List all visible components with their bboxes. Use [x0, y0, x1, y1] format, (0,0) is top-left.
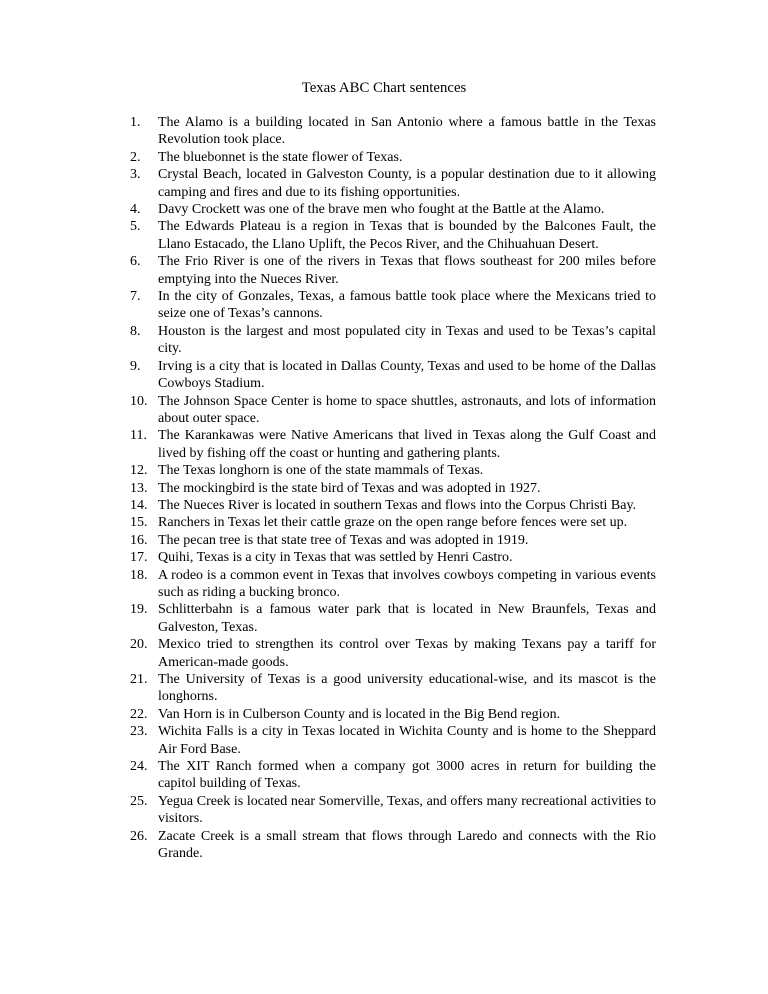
item-number: 11.: [130, 428, 147, 444]
item-number: 14.: [130, 497, 148, 513]
item-number: 3.: [130, 167, 141, 183]
list-item: [130, 462, 656, 479]
item-text: Irving is a city that is located in Dallas County, Texas and used to be home of the Dallas Cowboys Stadium.: [158, 358, 656, 392]
item-number: 20.: [130, 637, 148, 653]
list-item: [130, 636, 656, 671]
list-item: [130, 793, 656, 828]
item-number: 18.: [130, 567, 148, 583]
item-text: The Johnson Space Center is home to space shuttles, astronauts, and lots of information about outer space.: [158, 393, 656, 426]
item-text: The XIT Ranch formed when a company got 3000 acres in return for building the capitol building of Texas.: [158, 759, 656, 792]
list-item: [130, 427, 656, 462]
list-item: [130, 358, 656, 393]
item-number: 12.: [130, 463, 148, 479]
item-number: 24.: [130, 759, 148, 775]
item-number: 17.: [130, 550, 148, 566]
item-text: The Texas longhorn is one of the state mammals of Texas.: [158, 463, 484, 479]
list-item: [130, 393, 656, 428]
item-text: The University of Texas is a good university educational-wise, and its mascot is the longhorns.: [158, 672, 656, 705]
item-number: 25.: [130, 793, 148, 809]
item-text: Wichita Falls is a city in Texas located in Wichita County and is home to the Sheppard Air Ford Base.: [158, 724, 656, 757]
list-item: [130, 480, 656, 497]
item-text: The bluebonnet is the state flower of Texas.: [158, 149, 403, 165]
list-item: [130, 828, 656, 863]
item-number: 16.: [130, 532, 148, 548]
item-text: Mexico tried to strengthen its control over Texas by making Texans pay a tariff for American-made goods.: [158, 637, 656, 670]
item-text: Schlitterbahn is a famous water park that is located in New Braunfels, Texas and Galveston, Texas.: [158, 602, 656, 635]
item-number: 21.: [130, 672, 148, 687]
list-item: [130, 218, 656, 253]
item-number: 4.: [130, 202, 141, 218]
item-text: The Edwards Plateau is a region in Texas that is bounded by the Balcones Fault, the Llano Estacado, the Llano Uplift, the Pecos River, and the Chihuahuan Desert.: [158, 219, 656, 252]
item-text: In the city of Gonzales, Texas, a famous battle took place where the Mexicans tried to seize one of Texas’s cannons.: [158, 289, 656, 322]
item-text: The pecan tree is that state tree of Texas and was adopted in 1919.: [158, 532, 529, 548]
list-item: [130, 549, 656, 566]
list-item: [130, 532, 656, 549]
list-item: [130, 253, 656, 288]
list-item: [130, 723, 656, 758]
item-number: 6.: [130, 254, 141, 270]
list-item: [130, 601, 656, 636]
item-text: Crystal Beach, located in Galveston County, is a popular destination due to it allowing camping and fires and due to its fishing opportunities.: [158, 167, 656, 200]
list-item: [130, 567, 656, 602]
list-item: [130, 166, 656, 201]
list-item: [130, 149, 656, 166]
item-number: 5.: [130, 219, 141, 235]
item-text: Van Horn is in Culberson County and is located in the Big Bend region.: [158, 706, 561, 722]
item-text: Quihi, Texas is a city in Texas that was settled by Henri Castro.: [158, 550, 513, 566]
item-number: 13.: [130, 480, 148, 496]
list-item: [130, 497, 656, 514]
item-number: 7.: [130, 289, 141, 305]
list-item: [130, 706, 656, 723]
sentence-list: [130, 114, 656, 862]
list-item: [130, 323, 656, 358]
item-number: 23.: [130, 724, 148, 740]
item-text: Davy Crockett was one of the brave men who fought at the Battle at the Alamo.: [158, 202, 605, 218]
item-text: Yegua Creek is located near Somerville, Texas, and offers many recreational activities to visitors.: [158, 793, 656, 827]
item-number: 8.: [130, 323, 141, 339]
document-title: Texas ABC Chart sentences: [301, 80, 467, 96]
list-item: [130, 201, 656, 218]
list-item: [130, 114, 656, 149]
item-text: The Alamo is a building located in San Antonio where a famous battle in the Texas Revolution took place.: [158, 115, 656, 148]
item-text: A rodeo is a common event in Texas that involves cowboys competing in various events such as riding a bucking bronco.: [158, 567, 656, 600]
item-number: 26.: [130, 828, 148, 844]
item-text: The Karankawas were Native Americans that lived in Texas along the Gulf Coast and lived by fishing off the coast or hunting and gathering plants.: [158, 428, 656, 461]
item-number: 19.: [130, 602, 148, 618]
item-text: Zacate Creek is a small stream that flows through Laredo and connects with the Rio Grande.: [158, 828, 656, 862]
list-item: [130, 514, 656, 531]
item-number: 1.: [130, 115, 141, 130]
list-item: [130, 671, 656, 706]
item-text: The mockingbird is the state bird of Texas and was adopted in 1927.: [158, 480, 541, 496]
item-number: 15.: [130, 515, 148, 531]
item-number: 9.: [130, 358, 141, 374]
list-item: [130, 758, 656, 793]
item-number: 22.: [130, 706, 148, 722]
item-text: Ranchers in Texas let their cattle graze on the open range before fences were set up.: [158, 515, 628, 531]
item-number: 10.: [130, 393, 148, 409]
item-text: The Frio River is one of the rivers in Texas that flows southeast for 200 miles before emptying into the Nueces River.: [158, 254, 656, 287]
item-number: 2.: [130, 149, 141, 165]
list-item: [130, 288, 656, 323]
item-text: The Nueces River is located in southern Texas and flows into the Corpus Christi Bay.: [158, 497, 637, 513]
item-text: Houston is the largest and most populated city in Texas and used to be Texas’s capital city.: [158, 323, 656, 357]
